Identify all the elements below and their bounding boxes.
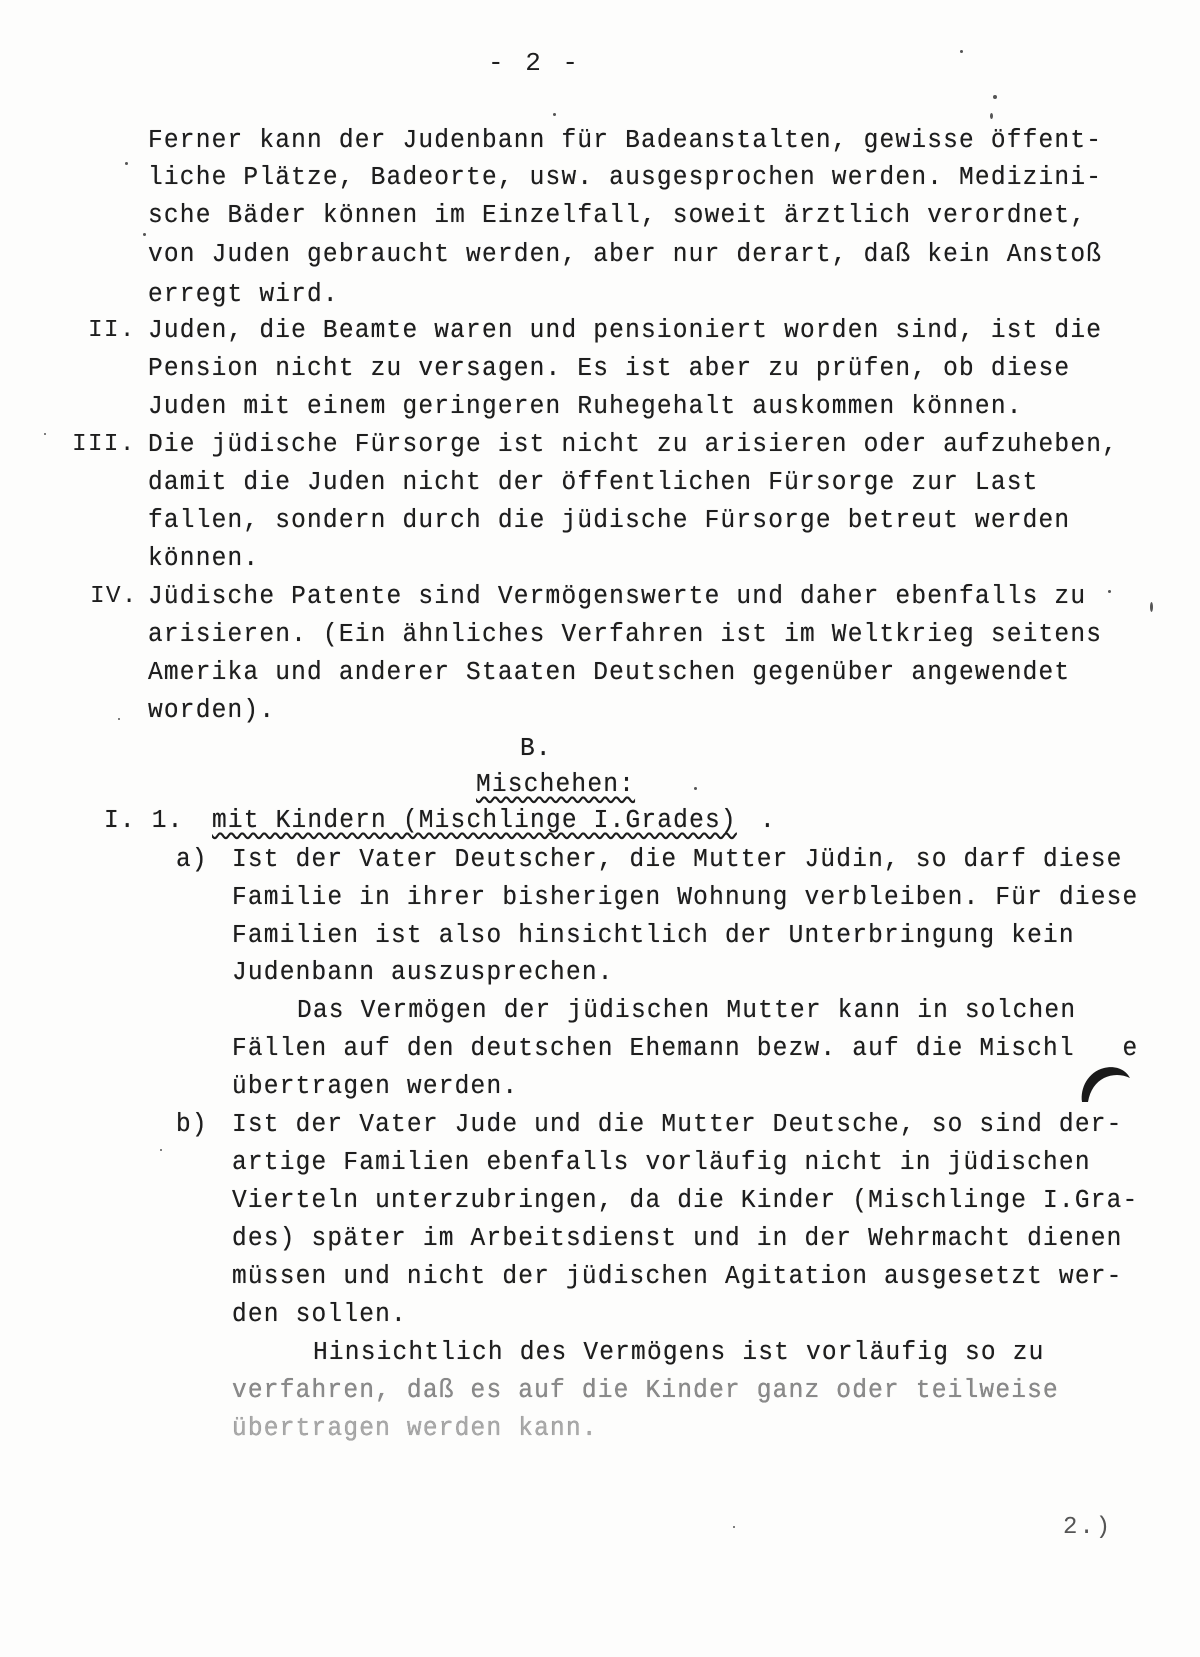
- text-line: übertragen werden kann.: [232, 1415, 598, 1444]
- text-line: liche Plätze, Badeorte, usw. ausgesprochen werden. Medizini-: [148, 164, 1103, 193]
- scan-speck: [44, 433, 46, 435]
- scan-speck: [125, 162, 128, 165]
- scan-speck: [1150, 602, 1153, 612]
- scan-speck: [160, 1149, 162, 1151]
- text-line: Amerika und anderer Staaten Deutschen gegenüber angewendet: [148, 659, 1071, 688]
- sub-heading: mit Kindern (Mischlinge I.Grades): [212, 807, 737, 836]
- continuation-marker: 2.): [1063, 1514, 1113, 1541]
- text-line: damit die Juden nicht der öffentlichen Fürsorge zur Last: [148, 469, 1039, 498]
- text-line: Juden, die Beamte waren und pensioniert worden sind, ist die: [148, 317, 1103, 346]
- text-line: Pension nicht zu versagen. Es ist aber zu prüfen, ob diese: [148, 355, 1071, 384]
- item-numeral: IV.: [90, 583, 138, 610]
- scan-speck: [118, 718, 120, 720]
- scan-speck: [553, 113, 556, 116]
- scan-speck: [993, 95, 997, 99]
- scan-speck: [143, 233, 146, 236]
- scan-speck: [990, 113, 993, 119]
- text-line: Hinsichtlich des Vermögens ist vorläufig so zu: [313, 1339, 1045, 1368]
- text-line: Ferner kann der Judenbann für Badeanstalten, gewisse öffent-: [148, 127, 1103, 156]
- text-line: Judenbann auszusprechen.: [232, 959, 614, 988]
- text-line: von Juden gebraucht werden, aber nur derart, daß kein Anstoß: [148, 241, 1103, 270]
- text-line: können.: [148, 545, 260, 574]
- sub-heading-numeral: I. 1.: [104, 807, 184, 836]
- text-line: Familien ist also hinsichtlich der Unterbringung kein: [232, 922, 1075, 951]
- text-line: Juden mit einem geringeren Ruhegehalt auskommen können.: [148, 393, 1023, 422]
- scan-speck: [1108, 590, 1111, 593]
- text-line: sche Bäder können im Einzelfall, soweit ärztlich verordnet,: [148, 202, 1087, 231]
- text-line: verfahren, daß es auf die Kinder ganz oder teilweise: [232, 1377, 1059, 1406]
- text-line: Ist der Vater Jude und die Mutter Deutsche, so sind der-: [232, 1111, 1123, 1140]
- text-line: übertragen werden.: [232, 1073, 519, 1102]
- text-line: Vierteln unterzubringen, da die Kinder (Mischlinge I.Gra-: [232, 1187, 1139, 1216]
- case-label: a): [176, 846, 208, 875]
- text-line: fallen, sondern durch die jüdische Fürsorge betreut werden: [148, 507, 1071, 536]
- item-numeral: II.: [88, 317, 136, 344]
- text-line: Fällen auf den deutschen Ehemann bezw. auf die Mischl e: [232, 1035, 1139, 1064]
- text-line: erregt wird.: [148, 281, 339, 310]
- text-line: des) später im Arbeitsdienst und in der Wehrmacht dienen: [232, 1225, 1123, 1254]
- text-line: den sollen.: [232, 1301, 407, 1330]
- ink-stain: [1076, 1062, 1132, 1104]
- scan-speck: [960, 50, 963, 53]
- section-letter: B.: [520, 735, 552, 764]
- scan-speck: [733, 1526, 735, 1528]
- item-numeral: III.: [72, 431, 136, 458]
- text-line: müssen und nicht der jüdischen Agitation ausgesetzt wer-: [232, 1263, 1123, 1292]
- scan-speck: [694, 787, 697, 790]
- text-line: arisieren. (Ein ähnliches Verfahren ist im Weltkrieg seitens: [148, 621, 1103, 650]
- text-line: Das Vermögen der jüdischen Mutter kann in solchen: [297, 997, 1077, 1026]
- section-heading: Mischehen:: [476, 771, 636, 800]
- text-line: Die jüdische Fürsorge ist nicht zu arisieren oder aufzuheben,: [148, 431, 1119, 460]
- text-line: Ist der Vater Deutscher, die Mutter Jüdin, so darf diese: [232, 846, 1123, 875]
- case-label: b): [176, 1111, 208, 1140]
- sub-heading-period: .: [760, 807, 776, 836]
- text-line: artige Familien ebenfalls vorläufig nicht in jüdischen: [232, 1149, 1091, 1178]
- page-number: - 2 -: [488, 48, 582, 78]
- text-line: Jüdische Patente sind Vermögenswerte und daher ebenfalls zu: [148, 583, 1087, 612]
- text-line: worden).: [148, 697, 276, 726]
- text-line: Familie in ihrer bisherigen Wohnung verbleiben. Für diese: [232, 884, 1139, 913]
